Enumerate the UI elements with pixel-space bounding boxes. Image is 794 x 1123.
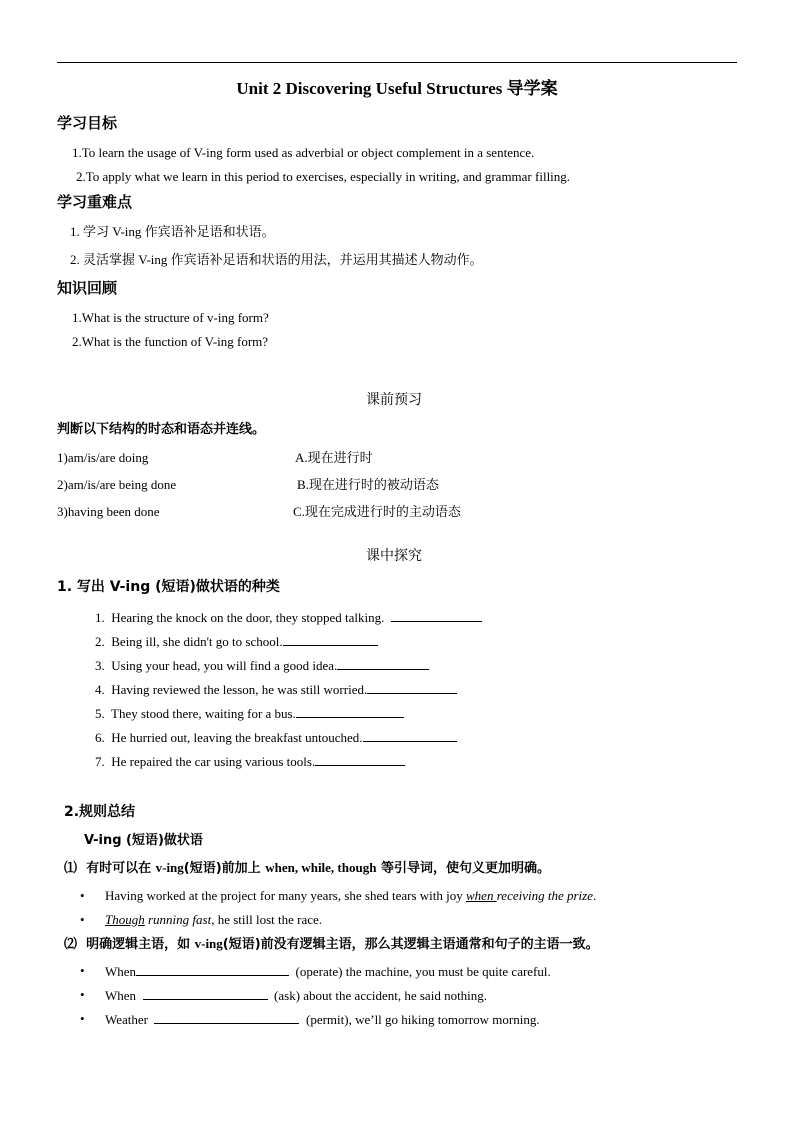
rule-subtitle: V-ing (短语)做状语: [84, 833, 203, 848]
sentence-row: [95, 753, 405, 770]
sentence-text: He repaired the car using various tools.: [111, 754, 316, 769]
rule2-example-2: [105, 987, 487, 1004]
preview-right-c: C.现在完成进行时的主动语态: [293, 504, 461, 519]
answer-blank[interactable]: [296, 705, 404, 718]
example-connector: Though: [105, 912, 145, 927]
page-title: Unit 2 Discovering Useful Structures 导学案: [236, 79, 558, 98]
rule-1: [64, 860, 550, 877]
preview-heading: 课前预习: [366, 392, 422, 408]
rule2-example-3: [105, 1011, 540, 1028]
sentence-text: They stood there, waiting for a bus.: [111, 706, 296, 721]
rule2-example-1: [105, 963, 551, 980]
objectives-heading: 学习目标: [57, 114, 118, 132]
answer-blank[interactable]: [143, 987, 268, 1000]
sentence-number: 7.: [95, 754, 105, 769]
sentence-text: Having reviewed the lesson, he was still worried.: [111, 682, 368, 697]
answer-blank[interactable]: [283, 633, 378, 646]
example-text: Having worked at the project for many years, she shed tears with joy: [105, 888, 467, 903]
sentence-row: [95, 633, 378, 650]
sentence-number: 6.: [95, 730, 105, 745]
example-lead: When: [105, 964, 137, 979]
sentence-row: [95, 609, 482, 626]
example-phrase: running fast: [144, 912, 212, 927]
preview-right-b: B.现在进行时的被动语态: [297, 477, 439, 492]
answer-blank[interactable]: [315, 753, 405, 766]
sentence-text: He hurried out, leaving the breakfast untouched.: [111, 730, 363, 745]
example-text: (operate) the machine, you must be quite careful.: [295, 964, 551, 979]
key-points-heading: 学习重难点: [57, 193, 133, 211]
review-item-2: 2.What is the function of V-ing form?: [72, 334, 269, 349]
review-item-1: 1.What is the structure of v-ing form?: [72, 310, 269, 325]
answer-blank[interactable]: [136, 963, 289, 976]
objective-item-1: 1.To learn the usage of V-ing form used as adverbial or object complement in a sentence.: [72, 145, 535, 160]
rule-keywords: when, while, though: [265, 860, 377, 875]
rule-marker: ⑴: [64, 861, 78, 876]
sentence-row: [95, 681, 457, 698]
answer-blank[interactable]: [337, 657, 429, 670]
preview-right-a: A.现在进行时: [295, 450, 373, 465]
example-text: (ask) about the accident, he said nothing.: [274, 988, 488, 1003]
rule-text: 有时可以在: [86, 861, 156, 876]
example-phrase: receiving the prize: [496, 888, 593, 903]
sentence-number: 5.: [95, 706, 105, 721]
section2-title: 2.规则总结: [64, 804, 136, 820]
sentence-row: [95, 657, 429, 674]
sentence-row: [95, 729, 457, 746]
bullet-icon: •: [80, 888, 85, 903]
sentence-number: 2.: [95, 634, 105, 649]
answer-blank[interactable]: [154, 1011, 299, 1024]
section1-title: 1. 写出 V-ing (短语)做状语的种类: [57, 579, 280, 595]
bullet-icon: •: [80, 963, 85, 978]
preview-instruction: 判断以下结构的时态和语态并连线。: [57, 422, 266, 437]
example-text: (permit), we’ll go hiking tomorrow morning.: [305, 1012, 540, 1027]
answer-blank[interactable]: [363, 729, 457, 742]
rule-text: 等引导词，使句义更加明确。: [376, 861, 550, 876]
answer-blank[interactable]: [391, 609, 482, 622]
key-point-item-1: 1. 学习 V-ing 作宾语补足语和状语。: [70, 224, 275, 239]
rule-text: 明确逻辑主语，如: [86, 937, 195, 952]
review-heading: 知识回顾: [57, 279, 118, 297]
preview-left-3: 3)having been done: [57, 504, 160, 519]
sentence-number: 3.: [95, 658, 105, 673]
header-rule: [57, 62, 737, 63]
key-point-item-2: 2. 灵活掌握 V-ing 作宾语补足语和状语的用法，并运用其描述人物动作。: [70, 252, 483, 267]
example-text: .: [592, 888, 597, 903]
rule-text: (短语)前没有逻辑主语，那么其逻辑主语通常和句子的主语一致。: [222, 937, 599, 952]
sentence-text: Using your head, you will find a good idea.: [111, 658, 338, 673]
sentence-number: 4.: [95, 682, 105, 697]
sentence-text: Being ill, she didn't go to school.: [111, 634, 283, 649]
sentence-number: 1.: [95, 610, 105, 625]
bullet-icon: •: [80, 987, 85, 1002]
explore-heading: 课中探究: [366, 548, 422, 564]
bullet-icon: •: [80, 1011, 85, 1026]
example-lead: Weather: [105, 1012, 148, 1027]
answer-blank[interactable]: [367, 681, 457, 694]
rule-keyword: v-ing: [155, 860, 184, 875]
rule1-example-1: [105, 888, 596, 904]
example-text: , he still lost the race.: [211, 912, 323, 927]
objective-item-2: 2.To apply what we learn in this period to exercises, especially in writing, and grammar filling.: [76, 169, 571, 184]
preview-left-2: 2)am/is/are being done: [57, 477, 177, 492]
bullet-icon: •: [80, 912, 85, 927]
rule-keyword: v-ing: [194, 936, 223, 951]
example-lead: When: [105, 988, 137, 1003]
preview-left-1: 1)am/is/are doing: [57, 450, 149, 465]
sentence-row: [95, 705, 404, 722]
sentence-text: Hearing the knock on the door, they stopped talking.: [111, 610, 385, 625]
rule-2: [64, 936, 599, 953]
rule-text: (短语)前加上: [183, 861, 266, 876]
example-connector: when: [466, 888, 497, 903]
rule-marker: ⑵: [64, 937, 78, 952]
rule1-example-2: [105, 912, 322, 928]
